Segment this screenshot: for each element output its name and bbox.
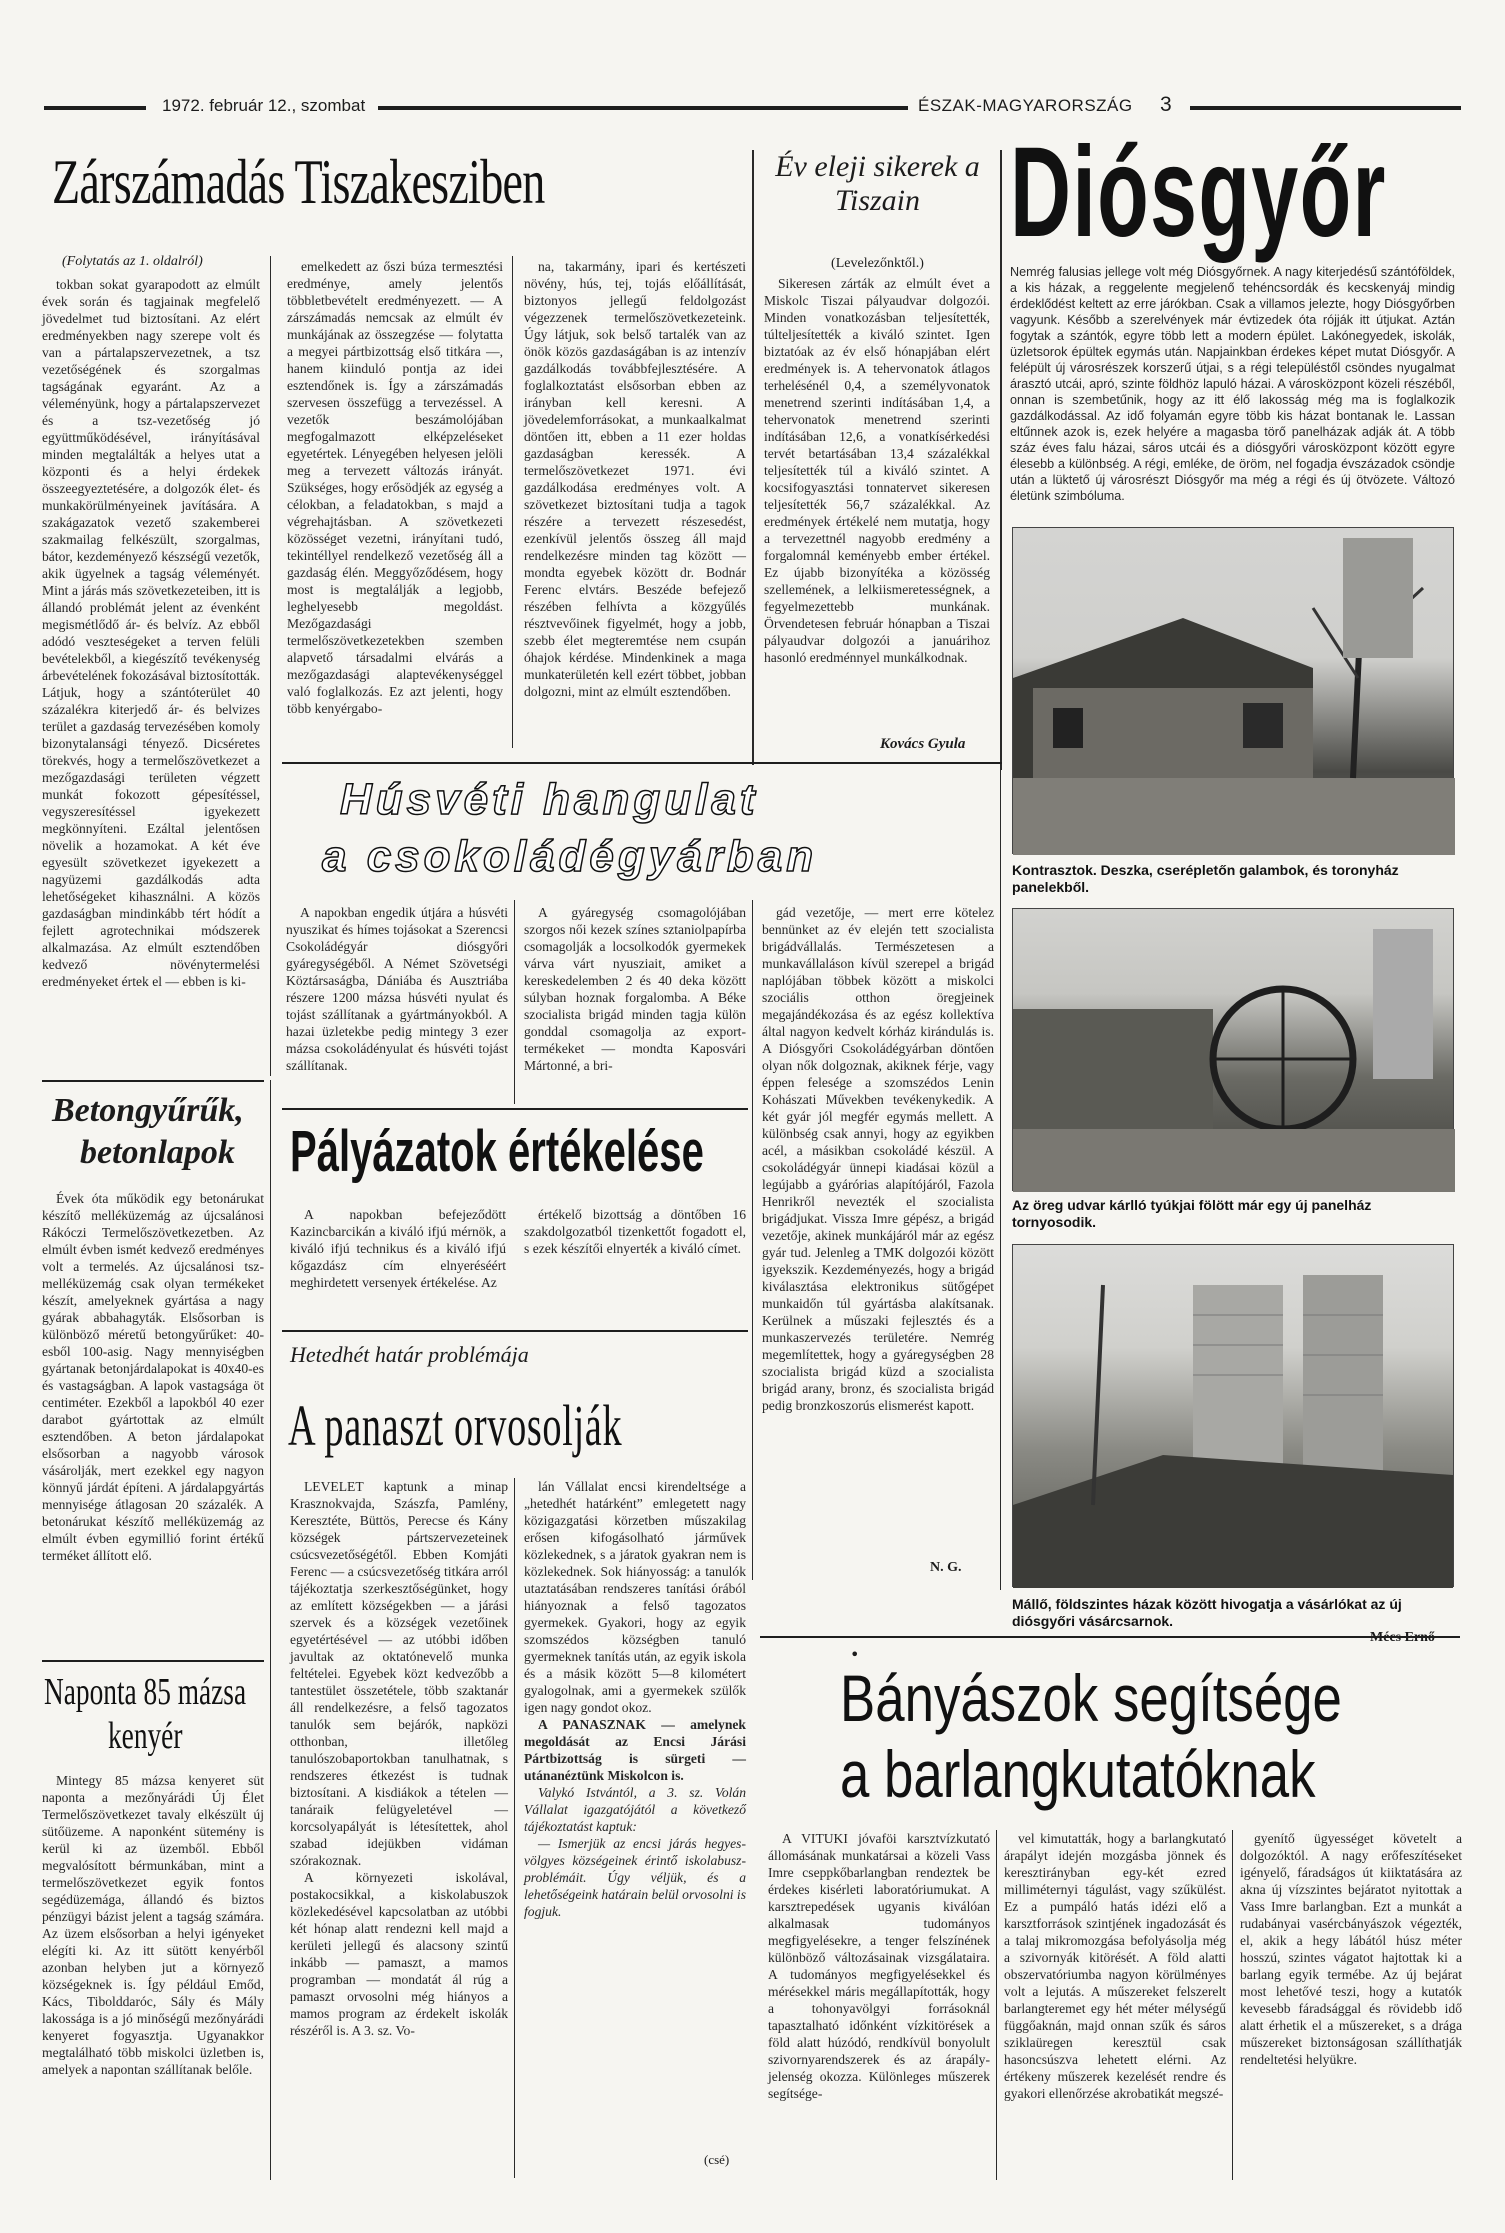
article-text-diosgyor: Nemrég falusias jellege volt még Diósgyőrnek. A nagy kiterjedésű szántóföldek, a kis házak, a reggelente megjelenő tehéncsordák és kecskenyáj mindig érdeklődést keltett az erre járókban. Csak a villamos jelezte, hogy Diósgyőrben vagyunk. Később a szerelvények már évtizedek óta rójják itt útjukat. Aztán fogytak a szántók, egyre több lett a modern épület. Lakónegyedek, iskolák, üzletsorok épültek egymás után. Napjainkban érdekes képet mutat Diósgyőr. A felépült új városrészek korszerű útjai, s a régi településtől csöndes nyugalmat árasztó utcái, apró, szinte földhöz lapuló házai. A városközpont közeli részéből, onnan is szembetűnik, hogy az itt élő lakosság még ma is foglalkozik gazdálkodással. Az idő folyamán egyre több kis házat bontanak le. Lassan eltűnnek azok is, ezek helyére a magasba törő panelházak adják át. A több száz éves falu házai, sáros utcái és a diósgyőri városközpont között egyre élesebb a különbség. A régi, emléke, de öröm, nel fogadja évszázadok csöndje után a lüktető új városrészt Diósgyőr ma még a régi és új ötvözete. Változó életünk szimbóluma. — [1010, 265, 1455, 503]
paragraph: értékelő bizottság a döntőben 16 szakdolgozatból tizenkettőt fogadott el, s ezek készítői elnyerték a kiváló címet. — [524, 1207, 746, 1256]
headline-husveti-line2: a csokoládégyárban — [322, 832, 818, 881]
byline: (csé) — [704, 2152, 730, 2167]
article-text-banyaszok-col1 — [768, 1830, 990, 2182]
photo-caption: Az öreg udvar kárlló tyúkjai fölött már egy új panelház tornyosodik. — [1012, 1197, 1372, 1230]
section-rule — [282, 762, 1002, 764]
headline-zarszamadas: Zárszámadás Tiszakesziben — [52, 146, 545, 217]
article-text-banyaszok-col2 — [1004, 1830, 1226, 2182]
photo-old-yard — [1012, 908, 1454, 1191]
masthead-rule-mid — [378, 106, 908, 110]
paragraph: A VITUKI jóvaföi karsztvízkutató állomásának munkatársai a közeli Vass Imre cseppkőbarlangban rendeztek be érdekes kisérleti laboratóriumukat. A karsztrepedések ugyanis kiválóan alkalmasak tudományos megfigyelésekre, a tenger felszínének különböző változásainak vizsgálataira. A tudományos megfigyelésekkel és mérésekkel máris megállapították, hogy a tohonyavölgyi forrásoknál tapasztalható időnként vízkitörések a föld alatt húzódó, rendkívül bonyolult szivornyarendszerek és az árapály-jelenség okozza. Különleges műszerek segítsége- — [768, 1831, 990, 2101]
headline-naponta-wrap — [44, 1670, 266, 1766]
headline-palyazatok: Pályázatok értékelése — [290, 1119, 704, 1184]
photo-market-hall — [1012, 1244, 1454, 1587]
section-rule — [42, 1080, 264, 1082]
photo-caption: Kontrasztok. Deszka, cserépletőn galambok, és toronyház panelekből. — [1012, 862, 1399, 895]
headline-naponta-line2: kenyér — [108, 1715, 183, 1757]
article-text-betongyuruk — [42, 1190, 264, 1650]
column-divider — [1000, 770, 1001, 1590]
paragraph: LEVELET kaptunk a minap Krasznokvajda, Szászfa, Pamlény, Keresztéte, Büttös, Perecse és Kány községek pártszervezeteinek csúcsvezetőségétől. Ebben Komjáti Ferenc — a csúcsvezetőség titkára arról tájékoztatja szerkesztőségünket, hogy az említett községekben — a járási szervek és a községek vezetőinek egyetértésével — az utóbbi időben javultak az oktatónevelő munka feltételei. Egyebek közt kedvezőbb a tantestület összetétele, több szaktanár áll rendelkezésre, a felső tagozatos tanulók sem bejárók, napközi otthonban, illetőleg tanulószobaportokban tanulhatnak, s rendszeres étkezést is tudnak biztosítani. A kisdiákok a tételen — tanáraik felügyeletével — korcsolyapályát is létesítettek, ahol szabad idejükben vidáman szórakoznak. — [290, 1479, 508, 1868]
paragraph: gyenítő ügyességet követelt a dolgozóktól. A nagy erőfeszítéseket igényelő, fáradságos út kiiktatására az akna új vízszintes bejáratot nyitottak a Vass Imre barlangban. Ezt a munkát a rudabányai vasércbányászok végezték, el, akik a hegy lábától húsz méter hosszú, szintes vágatot hajtottak ki a barlang egyik termébe. Az új bejárat most lehetővé teszi, hogy a kutatók kevesebb fáradsággal és rövidebb idő alatt érhetik el a műszereket, s a drága műszereket biztonságosan szállíthatják rendeltetési helyükre. — [1240, 1831, 1462, 2067]
section-rule — [760, 1636, 1460, 1638]
paragraph: Sikeresen zárták az elmúlt évet a Miskolc Tiszai pályaudvar dolgozói. Minden vonatkozásban teljesítették, túlteljesítették a kiváló szintet. Igen biztatóak az év első hónapjában elért eredmények is. A tehervonatok átlagos terhelésénél 0,4, a személyvonatok menetrend szerinti indításában 1,4, a tehervonatok menetrend szerinti indításában 12,6, a vonatkísérkedési tervét betartásában 13,4 százalékkal teljesítették túl a kiváló szintet. A kocsifogyasztási tonnatervet sikeresen teljesítették 56,7 százalékkal. Az eredmények értékelé nem mutatja, hogy a tervezettnél nagyobb eredmény a forgalomnál keményebb ember értékel. Ez újabb bizonyítéka a közösség szellemének, a lelkiismeretességnek, a fegyelmezettebb munkának. Örvendetesen február hónapban a Tiszai pályaudvar dolgozói a januárihoz hasonló eredménnyel munkálkodnak. — [764, 276, 990, 665]
paragraph: tokban sokat gyarapodott az elmúlt évek során és tagjainak megfelelő jövedelmet tud biztosítani. Az elért eredményekben nagy szerepe volt és van a pártalapszervezetnek, a tsz vezetőségének és szorgalmas tagságának egyaránt. Az a véleményünk, hogy a pártalapszervezet és a tsz-vezetőség jó együttműködésével, irányításával minden megtalálták a helyes utat a központi és a helyi érdekek összeegyeztetésére, a dolgozók élet- és munkakörülményeinek javítására. A szakágazatok vezető szakemberei szakmailag felkészült, szorgalmas, bátor, kezdeményező készségű vezetők, akik ügyelnek a tagság véleményét. Mint a járás más szövetkezeteiben, itt is állandó problémát jelent az évenként megismétlődő ár- és belvíz. Az ebből adódó veszteségeket a terven felüli bevételekből, a kiegészítő tevékenység árbevételének fokozásával biztosították. Látjuk, hogy a szántóterület 40 százalékra kiterjedő ár- és belvizes terület a gazdaság tervezésében komoly bizonytalansági tényező. Dicséretes törekvés, hogy a termelőszövetkezet a mezőgazdasági területen végzett munkát fokozott gépesítéssel, vegyszeresítéssel igyekezett megkönnyíteni. Ezáltal jelentősen növelik a hozamokat. A két éve egyesült szövetkezet igyekezett a nagyüzemi gazdálkodás adta lehetőségeket kihasználni. A közös gazdaságban mindinkább tért hódít a fejlett agrotechnikai módszerek alkalmazása. Az elmúlt esztendőben kedvező növénytermelési eredményeket értek el — ebben is ki- — [42, 277, 260, 989]
paragraph: — Ismerjük az encsi járás hegyes-völgyes községeinek érintő iskolabusz-problémáit. Úgy véljük, és a lehetőségeink határain belül orvosolni is fogjuk. — [524, 1836, 747, 1919]
photo-caption: Mállő, földszintes házak között hivogatja a vásárlókat az új diósgyőri vásárcsarnok. — [1012, 1596, 1402, 1629]
headline-ev-eleji-sikerek: Év eleji sikerek a Tiszain — [775, 150, 980, 217]
masthead-date: 1972. február 12., szombat — [162, 96, 366, 115]
paragraph: Mintegy 85 mázsa kenyeret süt naponta a mezőnyárádi Új Élet Termelőszövetkezet tavaly elkészült új sütőüzeme. A naponként sütemény is kerül ki az üzemből. Ebből megvalósított bérmunkában, mint a termelőszövetkezet egyik fontos segédüzemága, állandó és biztos pénzügyi bázist jelent a tagság számára. Az üzem elsősorban a helyi igényeket elégíti ki. Az itt sütött kenyérből azonban helyben jut a környező községeknek is. Így például Emőd, Kács, Tibolddaróc, Sály és Mály lakossága is a jó minőségű mezőnyárádi kenyeret fogyasztja. Ugyanakkor megtalálható több miskolci üzletben is, amelyek a napontan szállítanak belőle. — [42, 1773, 264, 2077]
continued-note: (Folytatás az 1. oldalról) — [62, 254, 203, 269]
article-text-col1 — [42, 276, 260, 1074]
column-divider — [514, 900, 515, 1104]
column-divider — [752, 900, 753, 1580]
column-divider — [514, 1478, 515, 2178]
paragraph: na, takarmány, ipari és kertészeti növény, hús, tej, tojás előállítását, biztonyos jellegű feldolgozást végezzenek termelőszövetkezeteink. Úgy látjuk, sok belső tartalék van az önök közös gazdaságában is az intenzív gazdálkodás továbbfejlesztésére. A foglalkoztatást elsősorban ebben az irányban kell keresni. A jövedelemforrásokat, a munkaalkalmat döntően itt, ebben a 11 ezer holdas gazdaságban keressék. A termelőszövetkezet 1971. évi gazdálkodása eredményes volt. A szövetkezet biztosítani tudja a tagok részére a tervezett részesedést, ezenkívül jelentős összeg áll majd rendelkezésre minden tag között — mondta egyebek között dr. Bodnár Ferenc elvtárs. Beszéde befejező részében felhívta a közgyűlés résztvevőinek figyelmét, hogy a jobb, szebb élet megteremtése nem csupán óhajok kérdése. Mindenkinek a maga munkaterületén kell ezért többet, jobban dolgozni, mint az elmúlt esztendőben. — [524, 259, 746, 699]
headline-banyaszok-line2: a barlangkutatóknak — [840, 1737, 1316, 1811]
article-text-panasz-col2 — [524, 1478, 746, 2172]
headline-betongyuruk-line1: Betongyűrűk, — [52, 1092, 244, 1129]
byline: Kovács Gyula — [880, 736, 966, 752]
section-rule — [282, 1330, 748, 1332]
headline-banyaszok-line1: Bányászok segítsége — [840, 1661, 1342, 1735]
paragraph: A napokban befejeződött Kazincbarcikán a kiváló ifjú mérnök, a kiváló ifjú technikus és a kiváló ifjú kőgazdász cím elnyeréséért meghirdetett versenyek értékelése. Az — [290, 1207, 506, 1290]
column-divider — [752, 150, 754, 765]
article-text-palyazatok-col2 — [524, 1206, 746, 1324]
column-divider — [512, 256, 513, 748]
kicker-hetedhet: Hetedhét határ problémája — [290, 1342, 529, 1367]
headline-naponta-line1: Naponta 85 mázsa — [44, 1671, 247, 1713]
headline-panasz: A panaszt orvosolják — [288, 1393, 623, 1458]
masthead-rule-left — [44, 106, 146, 110]
paragraph: A PANASZNAK — amelynek megoldását az Encsi Járási Pártbizottság is sürgeti — utánanéztünk Miskolcon is. — [524, 1717, 746, 1783]
masthead-paper-name: ÉSZAK-MAGYARORSZÁG — [918, 96, 1133, 115]
headline-husveti-line1: Húsvéti hangulat — [340, 775, 759, 824]
paragraph: lán Vállalat encsi kirendeltsége a „hetedhét határként” emlegetett nagy közigazgatási körzetben műszakilag erősen kifogásolható járművek közlekednek, s a járatok gyakran nem is közlekednek. Sok hiányosság: a tanulók utaztatásában rendszeres tanítási órából hiányoznak a felső tagozatos gyermekek. Gyakori, hogy az egyik szomszédos községben tanuló gyermeknek tanítás után, az egyik iskola és a másik között 5—8 kilométert gyalogolnak, ami a gyermekek szülők igen nagy gondot okoz. — [524, 1479, 746, 1715]
headline-panasz-wrap — [288, 1390, 758, 1470]
article-text-banyaszok-col3 — [1240, 1830, 1462, 2182]
paragraph: vel kimutatták, hogy a barlangkutató árapályt idején mozgásba jönnek és keresztirányban egy-két ezred milliméternyi tágulást, vagy szűkülést. Ez a pumpáló hatás idézi elő a karsztforrások szintjének ingadozását és a talaj mikromozgása befolyásolja még a szivornyák kitörését. A föld alatti obszervatóriumba nagyon körülményes volt a lejutás. A műszereket felszerelt barlangteremet egy hét méter mélységű függőaknán, majd onnan szűk és sáros sziklaüregen keresztül csak hasoncsúszva lehetett elérni. Az értékeny műszerek kezelését rendre és gyakori ellenőrzése akrobatikát megszé- — [1004, 1831, 1226, 2101]
article-text-palyazatok-col1 — [290, 1206, 506, 1324]
byline: N. G. — [930, 1560, 962, 1575]
column-divider — [1232, 1830, 1233, 2180]
section-rule — [282, 1108, 748, 1110]
article-text-col3 — [524, 258, 746, 746]
paragraph: A környezeti iskolával, postakocsikkal, a kiskolabuszok közlekedésével kapcsolatban az utóbbi két hónap alatt rendezni kell majd a kerületi jellegű és alacsony szintű inkább — pamaszt, a mamos programban — mondatát ál rúg a pamaszt orvosolni még hiányos a mamos program az érdekelt iskolák részéről is. A 3. sz. Vo- — [290, 1870, 508, 2038]
column-divider — [996, 1830, 997, 2180]
section-rule — [42, 1660, 264, 1662]
headline-betongyuruk-line2: betonlapok — [80, 1134, 235, 1171]
dateline: (Levelezőnktől.) — [831, 256, 924, 271]
photo-credit — [1370, 1630, 1435, 1646]
column-divider — [1000, 150, 1002, 770]
headline-palyazatok-wrap — [290, 1120, 750, 1190]
ornament-dot: • — [850, 1645, 860, 1664]
paragraph: Évek óta működik egy betonárukat készítő melléküzemág az újcsalánosi Rákóczi Termelőszövetkezetben. Az elmúlt évben ismét kedvező eredményes volt a termelés. Az újcsalánosi tsz-melléküzemág csak olyan termékeket készít, amelyeknek gyártása a nagy gyárak abbahagyták. Elsősorban is különböző méretű betongyűrűket: 40-esből 100-asig. Nagy mennyiségben gyártanak betonjárdalapokat is 40x40-es és vastagságban. A lapok vastagsága öt centiméter. Ezekből a lapokból 40 ezer darabot gyártottak az elmúlt esztendőben. A beton járdalapokat elsősorban a nagyobb városok vásárolják, mert ezekkel egy nagyon könnyű járdát építeni. A járdalapgyártás mennyisége átlagosan 20 százalék. A betonárukat készítő melléküzemág az elmúlt évben egymillió forint értékű terméket állított elő. — [42, 1191, 264, 1563]
article-text-tisza — [764, 275, 990, 735]
article-text-naponta — [42, 1772, 264, 2182]
paragraph: A gyáregység csomagolójában szorgos női kezek színes sztaniolpapírba csomagolják a locsolkodók gyermekek várva várt nyusziait, amiket a kereskedelemben 2 és 40 deka között súlyban hoznak forgalomba. A Béke szocialista brigád minden tagja külön gonddal csomagolja az export-termékeket — mondta Kaposvári Mártonné, a bri- — [524, 905, 746, 1073]
article-text-panasz-col1 — [290, 1478, 508, 2038]
column-divider — [270, 256, 271, 1076]
headline-diosgyor-wrap — [1010, 121, 1455, 264]
headline-banyaszok-wrap — [840, 1660, 1460, 1820]
paragraph: A napokban engedik útjára a húsvéti nyuszikat és hímes tojásokat a Szerencsi Csokoládégyár diósgyőri gyáregységéből. A Német Szövetségi Köztársaságba, Dániába és Ausztriába részere 1200 mázsa húsvéti nyulat és tojást szállítanak a gyártmányokból. A hazai üzletekbe pedig mintegy 3 ezer mázsa csokoládényulat és húsvéti tojást szállítanak. — [286, 905, 508, 1073]
column-divider — [270, 1080, 271, 2180]
article-text-husveti-col3 — [762, 904, 994, 1556]
paragraph: Valykó Istvántól, a 3. sz. Volán Vállalat igazgatójától a következő tájékoztatást kaptuk: — [524, 1785, 746, 1834]
article-text-husveti-col2 — [524, 904, 746, 1100]
photo-village-house — [1012, 527, 1454, 854]
masthead-rule-right — [1190, 106, 1461, 110]
headline-diosgyor: Diósgyőr — [1010, 121, 1387, 264]
article-text-col2 — [287, 258, 503, 746]
article-text-husveti-col1 — [286, 904, 508, 1100]
paragraph: emelkedett az őszi búza termesztési eredménye, amely jelentős többletbevételt eredményezett. — A zárszámadás nemcsak az elmúlt év munkájának az összegzése — folytatta a megyei pártbizottság első titkára —, hanem kiinduló pontja az idei esztendőnek is. Így a zárszámadás szervesen összefügg a tervezéssel. A vezetők beszámolójában megfogalmazott elképzeléseket egyetértek. Lényegében helyesen jelöli meg a tervezett változás irányát. Szükséges, hogy erősödjék az egység a célokban, a feladatokban, s majd a végrehajtásban. A szövetkezeti közösséget vezetni, irányítani tudó, tekintéllyel rendelkező vezetőség áll a gazdaság élén. Meggyőződésem, hogy most is megtalálják a legjobb, leghelyesebb megoldást. Mezőgazdasági termelőszövetkezetekben szemben alapvető társadalmi elvárás a mezőgazdasági alaptevékenységgel való foglalkozás. Ez azt jelenti, hogy több kenyérgabo- — [287, 259, 503, 716]
masthead-page-number: 3 — [1160, 93, 1172, 116]
paragraph: gád vezetője, — mert erre kötelez bennünket az év elején tett szocialista brigádvállalás. Természetesen a munkavállaláson kívül szerepel a brigád naplójában többek között a miskolci szociális otthon öregjeinek megajándékozása és az egész kollektíva által nagyon kedvelt kórház kirándulás is. A Diósgyőri Csokoládégyárban döntően olyan nők dolgoznak, akiknek férje, vagy éppen felesége a szomszédos Lenin Kohászati Művekben tevékenykedik. A két gyár jól megfér egymás mellett. A különbség csak annyi, hogy az egyikben acél, a másikban csokoládé készül. A csokoládégyár ünnepi kiadásai közül a legújabb a gyárórias alapítójáról, Fazola Henrikről nevezték el szocialista brigádjukat. Vissza Imre gépész, a brigád vezetője, akinek munkájáról már az egész gyár tud. Jelenleg a TMK dolgozói között igyekszik. Kezdeményezés, hogy a brigád kiválasztása elektronikus sütőgépet munkaidőn túl gyártásba alakítsanak. Kerülnek a műszaki fejlesztés és a munkaszervezés területére. Nemrég megemlítettek, hogy a gyáregységben 28 szocialista brigád küzd a szocialista brigád arany, bronz, és szocialista brigád pedig bronzkoszorús elismerést kapott. — [762, 905, 994, 1413]
